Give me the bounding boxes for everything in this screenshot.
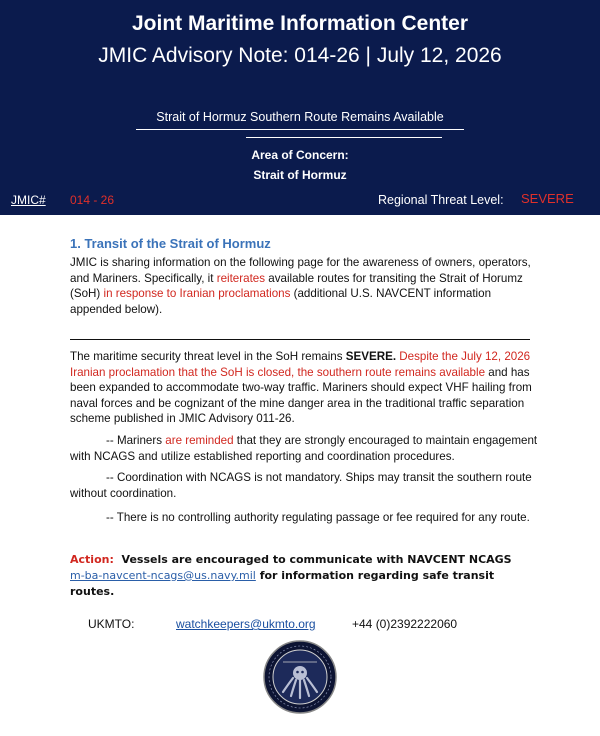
area-label: Area of Concern: — [251, 148, 349, 162]
section-title: 1. Transit of the Strait of Hormuz — [70, 236, 271, 251]
header-divider-short — [246, 137, 442, 138]
action-label: Action: — [70, 553, 114, 566]
header-divider — [136, 129, 464, 130]
ukmto-email-wrap — [176, 617, 316, 631]
action-paragraph — [70, 552, 530, 600]
threat-text-1: The maritime security threat level in the SoH remains — [70, 350, 346, 363]
action-text: Vessels are encouraged to communicate with NAVCENT NCAGS — [121, 553, 512, 566]
jmic-seal-icon — [263, 640, 337, 714]
threat-level-inline: SEVERE. — [345, 350, 397, 363]
intro-text-3: (additional U.S. NAVCENT information appended below). — [70, 287, 492, 316]
bullet-1 — [70, 433, 540, 464]
ukmto-label: UKMTO: — [88, 617, 135, 631]
intro-highlight-2: in response to Iranian proclamations — [103, 287, 291, 300]
threat-text-2: and has been expanded to accommodate two-way traffic. Mariners should expect VHF hailing from naval forces and be cognizant of the mine danger area in the traditional traffic separation scheme published in JMIC Advisory 011-26. — [70, 365, 532, 425]
bullet-1-highlight: are reminded — [165, 434, 234, 447]
action-tail: for information regarding safe transit routes. — [70, 569, 495, 598]
intro-text-1: JMIC is sharing information on the following page for the awareness of owners, operators, and Mariners. Specifically, it — [70, 256, 531, 285]
bullet-1-text-1: -- Mariners — [106, 434, 166, 447]
navcent-email-link[interactable]: m-ba-navcent-ncags@us.navy.mil — [70, 569, 256, 582]
bullet-3: -- There is no controlling authority regulating passage or fee required for any route. — [106, 511, 530, 524]
threat-level: SEVERE — [521, 191, 574, 206]
section-divider — [70, 339, 530, 340]
advisory-subtitle: JMIC Advisory Note: 014-26 | July 12, 2026 — [98, 44, 502, 67]
advisory-subject: Strait of Hormuz Southern Route Remains Available — [156, 110, 444, 124]
area-value: Strait of Hormuz — [253, 168, 347, 182]
bullet-1-text-2: that they are strongly encouraged to maintain engagement with NCAGS and utilize established reporting and coordination procedures. — [70, 434, 538, 463]
intro-highlight-1: reiterates — [216, 271, 266, 285]
ukmto-phone: +44 (0)2392222060 — [352, 617, 458, 631]
threat-highlight: Despite the July 12, 2026 Iranian proclamation that the SoH is closed, the southern route remains available — [70, 350, 531, 379]
ukmto-email-link[interactable]: watchkeepers@ukmto.org — [176, 617, 316, 631]
page-title: Joint Maritime Information Center — [131, 12, 469, 35]
intro-paragraph — [70, 255, 540, 317]
header-banner — [0, 0, 600, 215]
jmic-number: 014 - 26 — [70, 193, 115, 207]
bullet-2: -- Coordination with NCAGS is not mandatory. Ships may transit the southern route without coordination. — [70, 471, 532, 500]
threat-paragraph — [70, 349, 540, 427]
jmic-label: JMIC# — [11, 193, 46, 207]
intro-text-2: available routes for transiting the Strait of Horumz (SoH) — [70, 271, 523, 300]
threat-label: Regional Threat Level: — [378, 193, 504, 207]
